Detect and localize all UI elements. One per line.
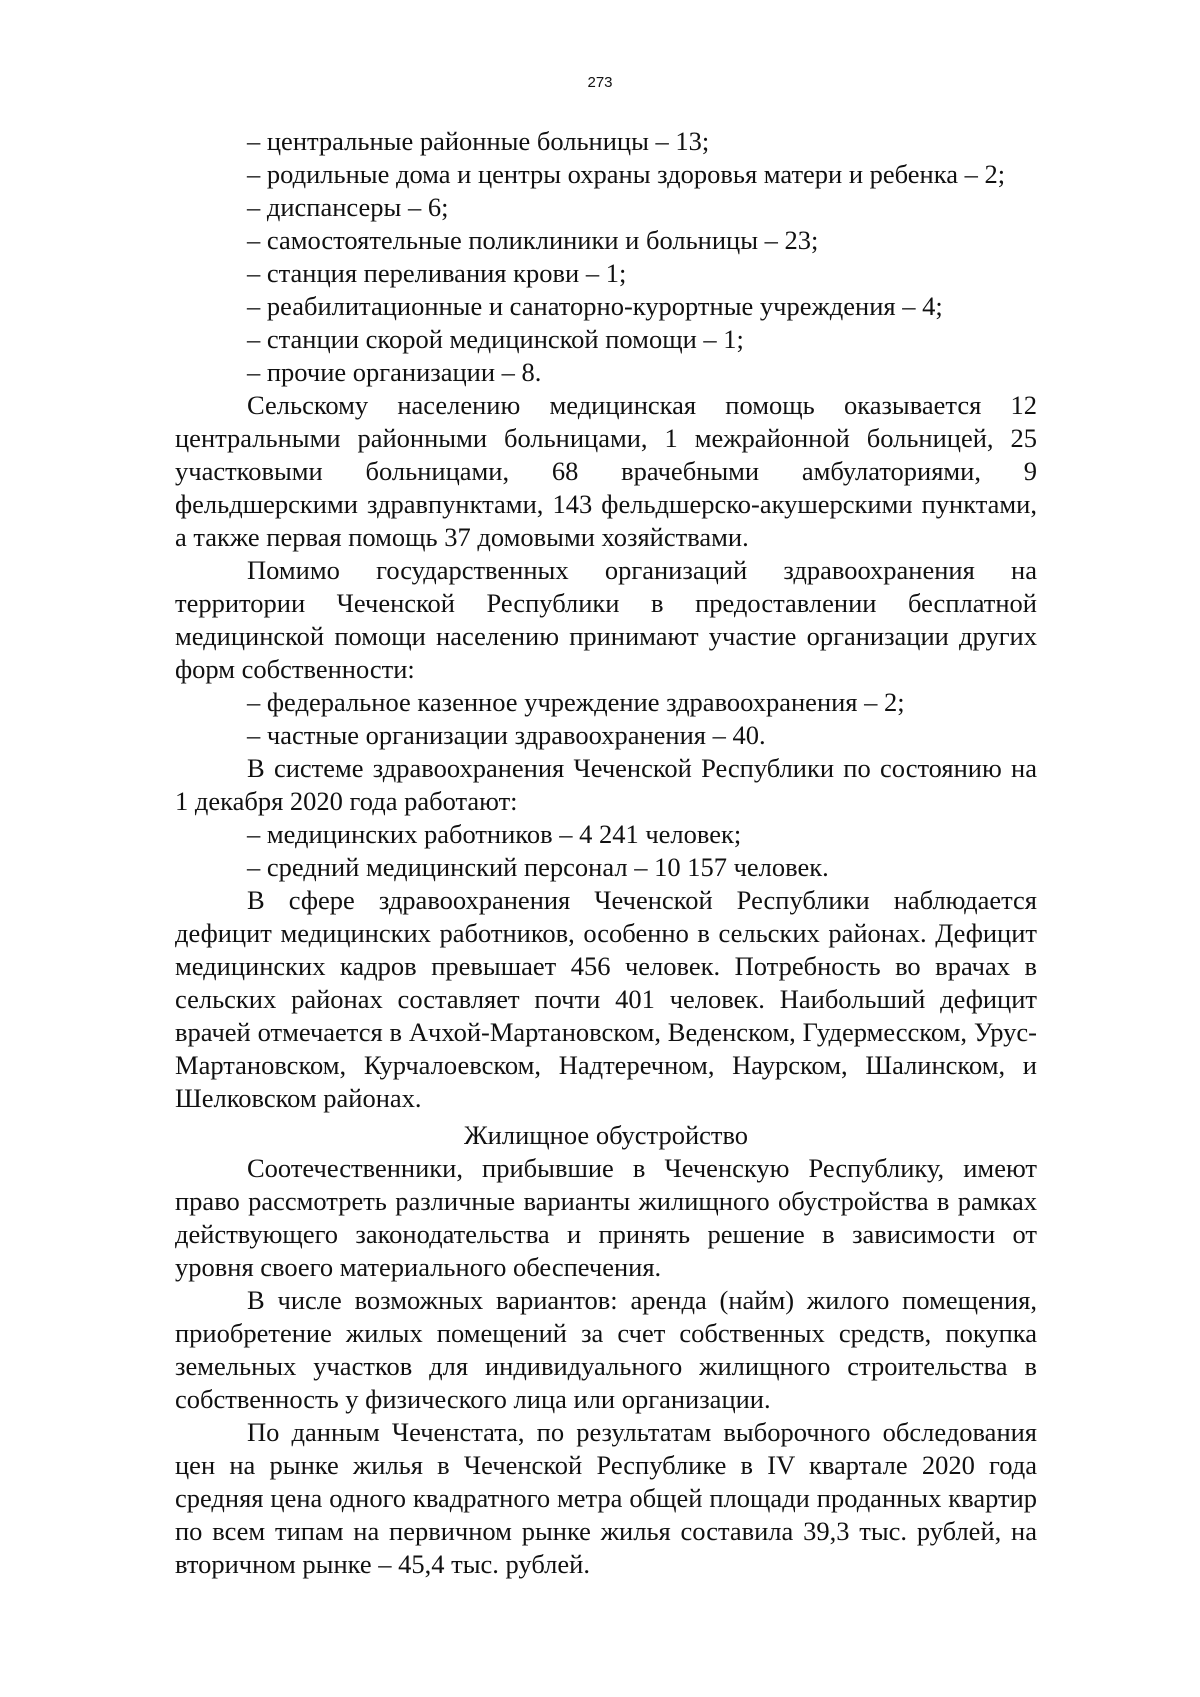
list-item: – родильные дома и центры охраны здоровья матери и ребенка – 2; (247, 159, 1006, 189)
list-item: – станция переливания крови – 1; (247, 258, 627, 288)
paragraph-compatriots: Соотечественники, прибывшие в Чеченскую Республику, имеют право рассмотреть различные варианты жилищного обустройства в рамках действующего законодательства и принять решение в зависимости от уровня своего материального обеспечения. (175, 1153, 1037, 1282)
paragraph-deficit: В сфере здравоохранения Чеченской Республики наблюдается дефицит медицинских работников, особенно в сельских районах. Дефицит медицинских кадров превышает 456 человек. Потребность во врачах в сельских районах составляет почти 401 человек. Наибольший дефицит врачей отмечается в Ачхой-Мартановском, Веденском, Гудермесском, Урус-Мартановском, Курчалоевском, Надтеречном, Наурском, Шалинском, и Шелковском районах. (175, 885, 1037, 1113)
list-item: – частные организации здравоохранения – 40. (247, 720, 766, 750)
paragraph-rural-care: Сельскому населению медицинская помощь оказывается 12 центральными районными больницами, 1 межрайонной больницей, 25 участковыми больницами, 68 врачебными амбулаториями, 9 фельдшерскими здравпунктами, 143 фельдшерско-акушерскими пунктами, а также первая помощь 37 домовыми хозяйствами. (175, 390, 1037, 552)
list-item: – самостоятельные поликлиники и больницы – 23; (247, 225, 819, 255)
paragraph-options: В числе возможных вариантов: аренда (найм) жилого помещения, приобретение жилых помещений за счет собственных средств, покупка земельных участков для индивидуального жилищного строительства в собственность у физического лица или организации. (175, 1285, 1037, 1414)
section-heading: Жилищное обустройство (463, 1120, 749, 1150)
list-item: – федеральное казенное учреждение здравоохранения – 2; (247, 687, 905, 717)
list-item: – реабилитационные и санаторно-курортные учреждения – 4; (247, 291, 943, 321)
paragraph-staff: В системе здравоохранения Чеченской Республики по состоянию на 1 декабря 2020 года работают: (175, 753, 1037, 816)
document-body (175, 125, 1037, 1581)
list-item: – станции скорой медицинской помощи – 1; (247, 324, 744, 354)
list-item: – диспансеры – 6; (247, 192, 449, 222)
page-number: 273 (587, 74, 613, 91)
list-item: – центральные районные больницы – 13; (247, 126, 710, 156)
list-item: – прочие организации – 8. (247, 357, 542, 387)
paragraph-other-forms: Помимо государственных организаций здравоохранения на территории Чеченской Республики в предоставлении бесплатной медицинской помощи населению принимают участие организации других форм собственности: (175, 555, 1037, 684)
list-item: – средний медицинский персонал – 10 157 человек. (247, 852, 829, 882)
list-item: – медицинских работников – 4 241 человек; (247, 819, 742, 849)
paragraph-prices: По данным Чеченстата, по результатам выборочного обследования цен на рынке жилья в Чеченской Республике в IV квартале 2020 года средняя цена одного квадратного метра общей площади проданных квартир по всем типам на первичном рынке жилья составила 39,3 тыс. рублей, на вторичном рынке – 45,4 тыс. рублей. (175, 1417, 1037, 1579)
